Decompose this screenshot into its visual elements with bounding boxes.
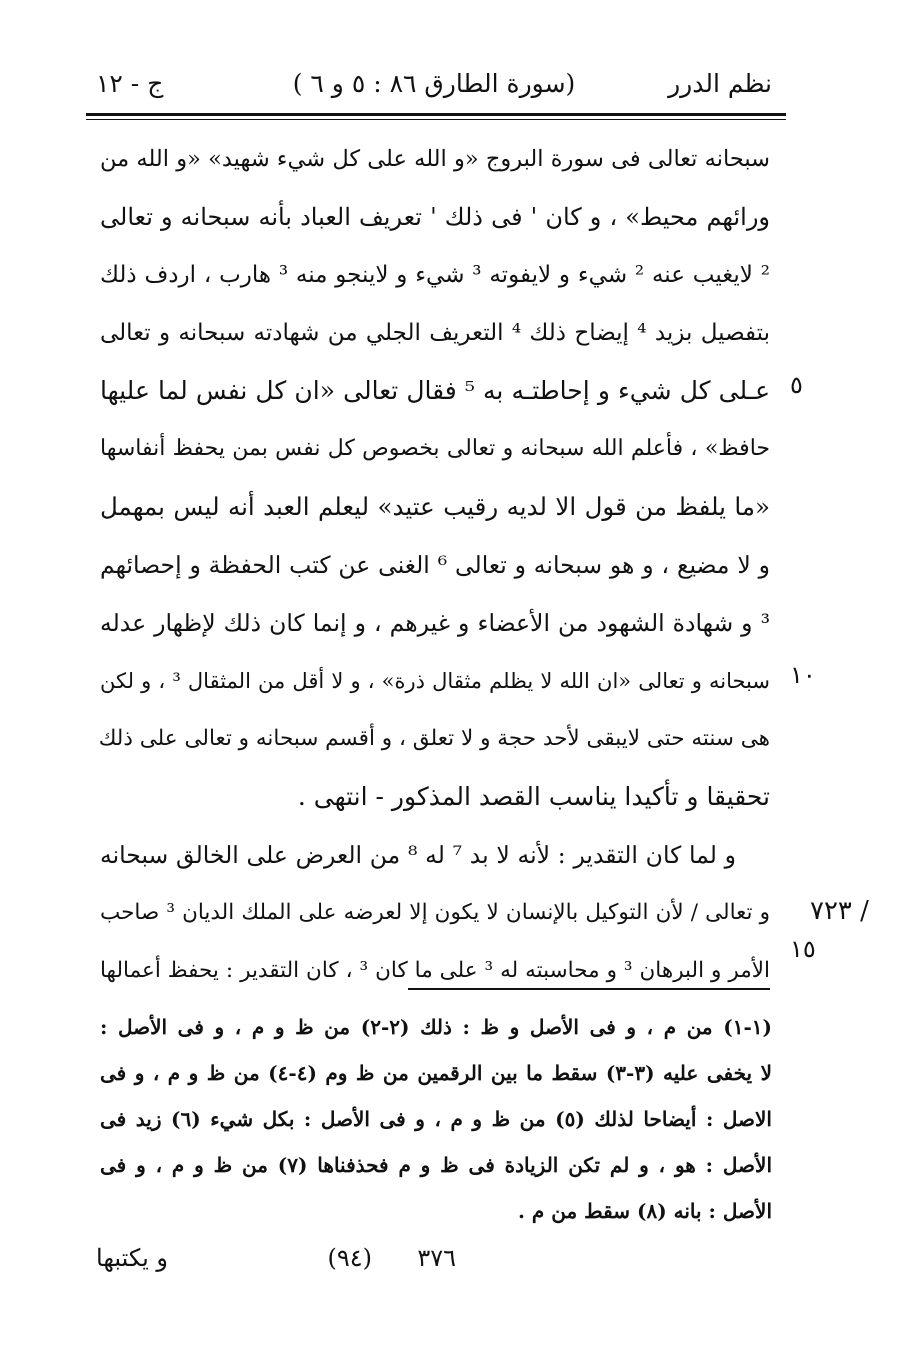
header-rule-thin [86,119,786,120]
text-line: حافظ» ، فأعلم الله سبحانه و تعالى بخصوص كل نفس بمن يحفظ أنفاسها [100,436,770,461]
footnote-line: لا يخفى عليه (٣-٣) سقط ما بين الرقمين من ظ وم (٤-٤) من ظ و م ، و فى [100,1061,772,1085]
text-line: سبحانه تعالى فى سورة البروج «و الله على كل شيء شهيد» «و الله من [100,146,770,172]
catchword: و يكتبها [96,1244,169,1272]
text-line: هى سنته حتى لايبقى لأحد حجة و لا تعلق ، و أقسم سبحانه و تعالى على ذلك [98,726,770,751]
footnote-rule [408,988,770,990]
volume-number: ج - ١٢ [96,69,164,98]
text-line: ² لايغيب عنه ² شيء و لايفوته ³ شيء و لاينجو منه ³ هارب ، اردف ذلك [100,262,770,288]
sequence-number: (٩٤) [327,1244,372,1272]
text-line: الأمر و البرهان ³ و محاسبته له ³ على ما كان ³ ، كان التقدير : يحفظ أعمالها [100,958,770,983]
text-line: ورائهم محيط» ، و كان ' فى ذلك ' تعريف العباد بأنه سبحانه و تعالى [100,203,770,231]
text-line: و لما كان التقدير : لأنه لا بد ⁷ له ⁸ من العرض على الخالق سبحانه [100,841,737,869]
text-line: سبحانه و تعالى «ان الله لا يظلم مثقال ذرة» ، و لا أقل من المثقال ³ ، و لكن [100,669,770,693]
surah-reference: (سورة الطارق ٨٦ : ٥ و ٦ ) [292,69,576,98]
text-line: تحقيقا و تأكيدا يناسب القصد المذكور - انتهى . [297,782,770,811]
footnote-line: (١-١) من م ، و فى الأصل و ظ : ذلك (٢-٢) من ظ و م ، و فى الأصل : [100,1015,772,1039]
line-number-15: ١٥ [790,935,816,963]
text-line: «ما يلفظ من قول الا لديه رقيب عتيد» ليعلم العبد أنه ليس بمهمل [100,492,770,521]
footnote-line: الاصل : أيضاحا لذلك (٥) من ظ و م ، و فى الأصل : بكل شيء (٦) زيد فى [100,1107,772,1131]
text-line: عـلى كل شيء و إحاطتـه به ⁵ فقال تعالى «ان كل نفس لما عليها [100,376,771,405]
text-line: بتفصيل بزيد ⁴ إيضاح ذلك ⁴ التعريف الجلي من شهادته سبحانه و تعالى [100,320,770,346]
page-number: ٣٧٦ [417,1244,456,1272]
running-header [96,62,772,106]
manuscript-folio-marker: / ٧٢٣ [810,896,869,926]
text-line: ³ و شهادة الشهود من الأعضاء و غيرهم ، و إنما كان ذلك لإظهار عدله [100,609,770,637]
footnote-line: الأصل : بانه (٨) سقط من م . [518,1199,772,1223]
main-text [100,130,770,1000]
page-footer [96,1238,772,1278]
line-number-5: ٥ [790,371,803,399]
book-title: نظم الدرر [668,69,772,98]
text-line: و لا مضيع ، و هو سبحانه و تعالى ⁶ الغنى عن كتب الحفظة و إحصائهم [100,551,770,579]
text-line: و تعالى / لأن التوكيل بالإنسان لا يكون إلا لعرضه على الملك الديان ³ صاحب [100,900,770,925]
header-rule-thick [86,113,786,116]
line-number-10: ١٠ [790,661,816,689]
footnote-line: الأصل : هو ، و لم تكن الزيادة فى ظ و م فحذفناها (٧) من ظ و م ، و فى [100,1153,772,1177]
footnotes [100,1004,772,1234]
